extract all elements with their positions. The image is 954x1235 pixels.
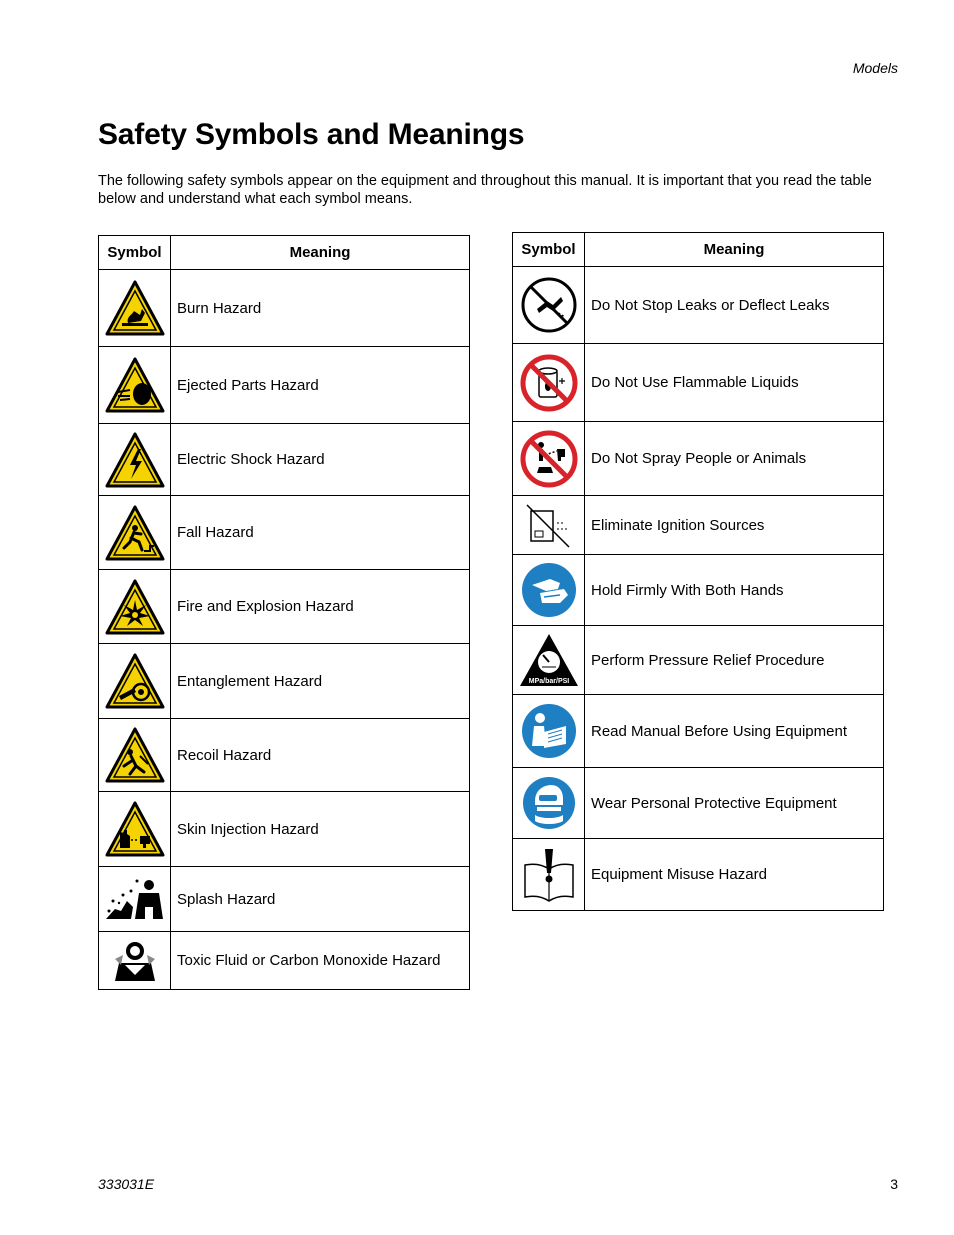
table-row (513, 267, 884, 344)
meaning-cell: Skin Injection Hazard (171, 792, 470, 867)
toxic-fluid-hazard-icon (111, 939, 159, 983)
prohibition-mandatory-symbols-table (512, 232, 884, 911)
meaning-cell: Burn Hazard (171, 270, 470, 347)
table-row (99, 570, 470, 644)
meaning-cell: Wear Personal Protective Equipment (585, 768, 884, 839)
page-number: 3 (890, 1176, 898, 1192)
ejected-parts-hazard-icon (104, 356, 166, 414)
meaning-cell: Hold Firmly With Both Hands (585, 555, 884, 626)
meaning-cell: Do Not Spray People or Animals (585, 422, 884, 496)
meaning-column-header: Meaning (585, 233, 884, 267)
skin-injection-hazard-icon (104, 800, 166, 858)
equipment-misuse-icon (521, 847, 577, 903)
no-spray-people-icon (519, 429, 579, 489)
pressure-relief-icon (518, 632, 580, 688)
wear-ppe-icon (521, 775, 577, 831)
no-flammable-liquids-icon (519, 353, 579, 413)
document-number: 333031E (98, 1176, 155, 1192)
table-header-row (99, 236, 470, 270)
meaning-cell: Recoil Hazard (171, 719, 470, 792)
table-row (99, 719, 470, 792)
header-section-label: Models (852, 60, 898, 76)
table-row (99, 867, 470, 932)
hold-firmly-icon (520, 561, 578, 619)
fall-hazard-icon (104, 504, 166, 562)
table-row (99, 644, 470, 719)
table-row (99, 932, 470, 990)
page-title: Safety Symbols and Meanings (98, 118, 525, 151)
symbol-column-header: Symbol (513, 233, 585, 267)
table-row (513, 839, 884, 911)
no-stop-leaks-icon (519, 275, 579, 335)
table-row (99, 424, 470, 496)
meaning-cell: Electric Shock Hazard (171, 424, 470, 496)
table-row (99, 496, 470, 570)
meaning-cell: Toxic Fluid or Carbon Monoxide Hazard (171, 932, 470, 990)
eliminate-ignition-icon (525, 501, 573, 549)
splash-hazard-icon (103, 873, 167, 925)
pressure-units-label: MPa/bar/PSI (528, 678, 569, 685)
electric-shock-hazard-icon (104, 431, 166, 489)
table-header-row (513, 233, 884, 267)
table-row (99, 270, 470, 347)
table-row (513, 626, 884, 695)
meaning-cell: Equipment Misuse Hazard (585, 839, 884, 911)
table-row (513, 695, 884, 768)
table-row (99, 792, 470, 867)
table-row (513, 422, 884, 496)
fire-explosion-hazard-icon (104, 578, 166, 636)
read-manual-icon (520, 702, 578, 760)
table-row (513, 768, 884, 839)
meaning-cell: Read Manual Before Using Equipment (585, 695, 884, 768)
meaning-cell: Splash Hazard (171, 867, 470, 932)
table-row (513, 496, 884, 555)
hazard-symbols-table (98, 235, 470, 990)
intro-paragraph: The following safety symbols appear on the equipment and throughout this manual. It is important that you read the table below and understand what each symbol means. (98, 173, 872, 207)
table-row (513, 555, 884, 626)
meaning-cell: Eliminate Ignition Sources (585, 496, 884, 555)
table-row (99, 347, 470, 424)
meaning-cell: Fire and Explosion Hazard (171, 570, 470, 644)
meaning-cell: Do Not Stop Leaks or Deflect Leaks (585, 267, 884, 344)
meaning-cell: Ejected Parts Hazard (171, 347, 470, 424)
entanglement-hazard-icon (104, 652, 166, 710)
meaning-cell: Fall Hazard (171, 496, 470, 570)
recoil-hazard-icon (104, 726, 166, 784)
meaning-column-header: Meaning (171, 236, 470, 270)
table-row (513, 344, 884, 422)
meaning-cell: Do Not Use Flammable Liquids (585, 344, 884, 422)
meaning-cell: Entanglement Hazard (171, 644, 470, 719)
burn-hazard-icon (104, 279, 166, 337)
symbol-column-header: Symbol (99, 236, 171, 270)
meaning-cell: Perform Pressure Relief Procedure (585, 626, 884, 695)
